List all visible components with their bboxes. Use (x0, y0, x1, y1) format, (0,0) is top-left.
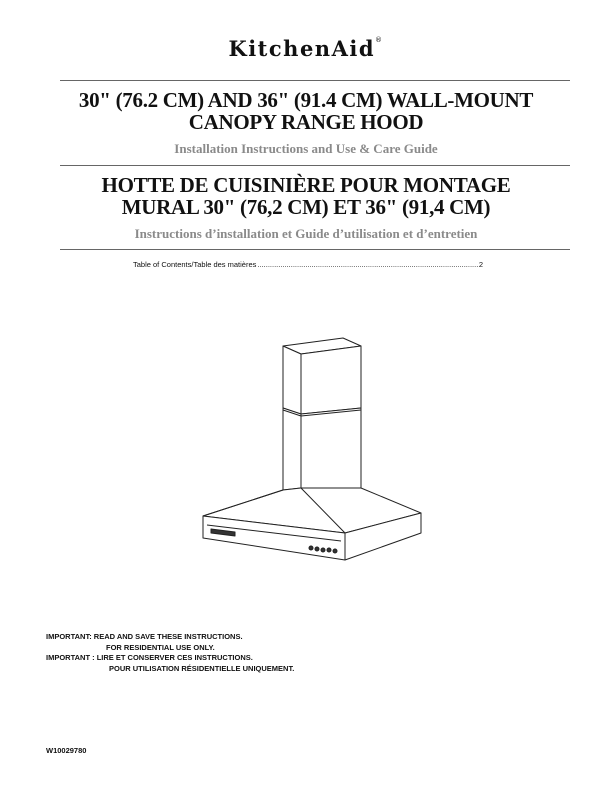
important-label-en: IMPORTANT: (46, 632, 92, 641)
important-line3: LIRE ET CONSERVER CES INSTRUCTIONS. (96, 653, 253, 662)
registered-mark: ® (375, 36, 384, 44)
range-hood-illustration (195, 328, 425, 568)
toc-page-number: 2 (478, 260, 483, 269)
french-title-line2: MURAL 30" (76,2 CM) ET 36" (91,4 CM) (121, 195, 491, 219)
toc-leader-dots (257, 260, 477, 269)
french-title-line1: HOTTE DE CUISINIÈRE POUR MONTAGE (101, 173, 511, 197)
important-line1: READ AND SAVE THESE INSTRUCTIONS. (93, 632, 243, 641)
divider-middle (60, 165, 570, 166)
important-line4: POUR UTILISATION RÉSIDENTIELLE UNIQUEMENT. (109, 663, 295, 673)
french-subtitle: Instructions d’installation et Guide d’utilisation et d’entretien (134, 226, 478, 241)
table-of-contents-entry[interactable] (133, 260, 483, 269)
english-title-line1: 30" (76.2 CM) AND 36" (91.4 CM) WALL-MOUNT (78, 88, 534, 112)
part-number: W10029780 (46, 746, 87, 755)
english-title-line2: CANOPY RANGE HOOD (188, 110, 424, 134)
important-notice (46, 632, 294, 674)
divider-bottom (60, 249, 570, 250)
english-subtitle: Installation Instructions and Use & Care Guide (174, 141, 438, 156)
brand-logo (0, 36, 612, 61)
logo-text: KitchenAid (228, 36, 376, 61)
divider-top (60, 80, 570, 81)
important-label-fr: IMPORTANT : (46, 653, 95, 662)
important-line2: FOR RESIDENTIAL USE ONLY. (106, 642, 215, 652)
toc-label: Table of Contents/Table des matières (133, 260, 257, 269)
